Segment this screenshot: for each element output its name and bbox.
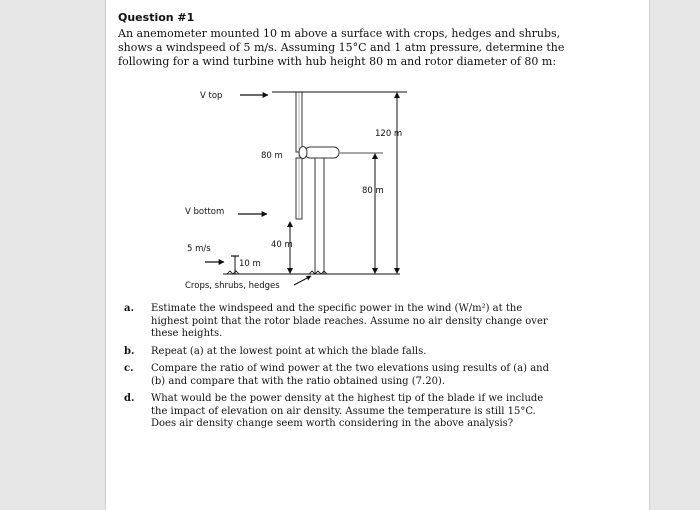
label-surface: Crops, shrubs, hedges — [185, 281, 280, 291]
label-40m: 40 m — [271, 240, 293, 250]
wind-turbine-figure — [175, 80, 435, 292]
label-speed: 5 m/s — [187, 244, 211, 254]
sub-question-line: Compare the ratio of wind power at the two elevations using results of (a) and — [151, 363, 550, 374]
intro-line: shows a windspeed of 5 m/s. Assuming 15°C and 1 atm pressure, determine the — [118, 41, 565, 54]
label-anemometer-10m: 10 m — [239, 259, 261, 269]
sub-question-a — [124, 303, 594, 341]
question-title: Question #1 — [118, 11, 195, 24]
sub-question-line: highest point that the rotor blade reaches. Assume no air density change over — [151, 315, 548, 327]
surface-pointer — [294, 276, 311, 285]
turbine-hub — [299, 147, 307, 159]
sub-question-line: the impact of elevation on air density. Assume the temperature is still 15°C. — [151, 405, 536, 417]
intro-line: An anemometer mounted 10 m above a surface with crops, hedges and shrubs, — [118, 27, 561, 40]
sub-question-letter: b. — [124, 345, 135, 357]
label-hub-80m: 80 m — [261, 151, 283, 161]
turbine-tower — [315, 158, 324, 274]
sub-question-letter: a. — [124, 303, 134, 314]
sub-question-text — [151, 346, 594, 359]
label-right-80m: 80 m — [362, 186, 384, 196]
sub-question-letter: c. — [124, 363, 134, 374]
sub-question-text — [151, 393, 594, 431]
label-v-bottom: V bottom — [185, 207, 225, 217]
label-120m: 120 m — [375, 129, 403, 139]
sub-question-text — [151, 363, 594, 388]
sub-question-letter: d. — [124, 393, 135, 404]
sub-question-d — [124, 393, 594, 431]
sub-question-line: (b) and compare that with the ratio obtained using (7.20). — [151, 375, 446, 387]
sub-question-line: these heights. — [151, 328, 223, 339]
sub-question-line: Does air density change seem worth considering in the above analysis? — [151, 418, 514, 429]
label-v-top: V top — [200, 91, 223, 101]
sub-question-c — [124, 363, 594, 388]
turbine-nacelle — [305, 147, 339, 158]
sub-question-line: What would be the power density at the highest tip of the blade if we include — [151, 393, 544, 404]
intro-line: following for a wind turbine with hub height 80 m and rotor diameter of 80 m: — [118, 55, 557, 68]
sub-question-list — [124, 303, 594, 436]
sub-question-text — [151, 303, 594, 341]
sub-question-line: Repeat (a) at the lowest point at which the blade falls. — [151, 345, 427, 357]
question-intro — [118, 27, 618, 69]
sub-question-b — [124, 346, 594, 359]
sub-question-line: Estimate the windspeed and the specific power in the wind (W/m²) at the — [151, 303, 523, 314]
